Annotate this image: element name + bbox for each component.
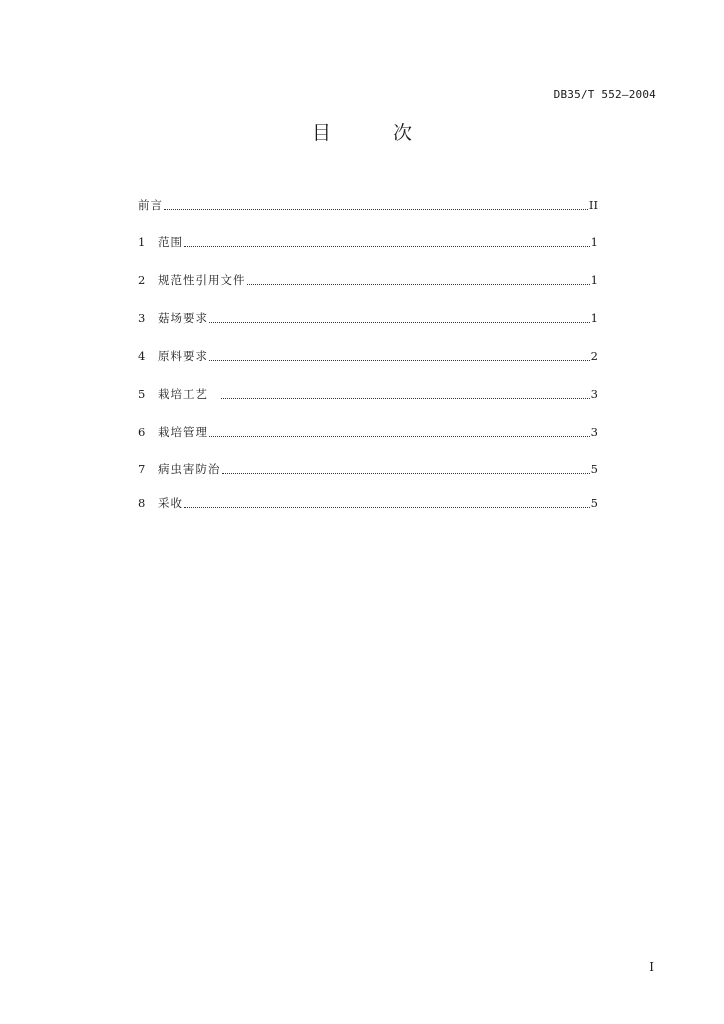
toc-label: 栽培工艺: [158, 387, 208, 401]
toc-page: 1: [590, 273, 598, 287]
toc-page: 1: [590, 311, 598, 325]
toc-page: II: [588, 198, 598, 212]
page-number: I: [649, 960, 654, 974]
toc-number: 2: [138, 273, 146, 287]
leader-dots: [184, 246, 590, 247]
leader-dots: [247, 284, 590, 285]
toc-entry-6[interactable]: [138, 424, 598, 442]
leader-dots: [222, 473, 590, 474]
toc-entry-8[interactable]: [138, 495, 598, 513]
toc-label: 菇场要求: [158, 311, 208, 325]
leader-dots: [221, 398, 590, 399]
toc-label: 范围: [158, 235, 183, 249]
toc-page: 2: [590, 349, 598, 363]
toc-page: 3: [590, 387, 598, 401]
toc-number: 8: [138, 496, 146, 510]
leader-dots: [184, 507, 590, 508]
toc-number: 4: [138, 349, 146, 363]
toc-number: 3: [138, 311, 146, 325]
table-of-contents: [138, 197, 598, 513]
toc-entry-3[interactable]: [138, 310, 598, 328]
toc-label: 采收: [158, 496, 183, 510]
toc-page: 1: [590, 235, 598, 249]
leader-dots: [209, 360, 590, 361]
leader-dots: [209, 436, 590, 437]
toc-page: 5: [590, 462, 598, 476]
page-title: 目 次: [311, 122, 441, 144]
toc-label: 原料要求: [158, 349, 208, 363]
toc-page: 3: [590, 425, 598, 439]
toc-number: 1: [138, 235, 146, 249]
document-code: DB35/T 552—2004: [553, 88, 656, 101]
toc-entry-2[interactable]: [138, 272, 598, 290]
toc-label: 栽培管理: [158, 425, 208, 439]
toc-label: 前言: [138, 198, 163, 212]
toc-entry-5[interactable]: [138, 386, 598, 404]
toc-number: 6: [138, 425, 146, 439]
leader-dots: [209, 322, 590, 323]
toc-page: 5: [590, 496, 598, 510]
toc-label: 病虫害防治: [158, 462, 221, 476]
leader-dots: [164, 209, 588, 210]
toc-number: 7: [138, 462, 146, 476]
toc-entry-4[interactable]: [138, 348, 598, 366]
toc-label: 规范性引用文件: [158, 273, 246, 287]
toc-entry-1[interactable]: [138, 234, 598, 252]
toc-entry-foreword[interactable]: [138, 197, 598, 215]
toc-entry-7[interactable]: [138, 461, 598, 479]
toc-number: 5: [138, 387, 146, 401]
